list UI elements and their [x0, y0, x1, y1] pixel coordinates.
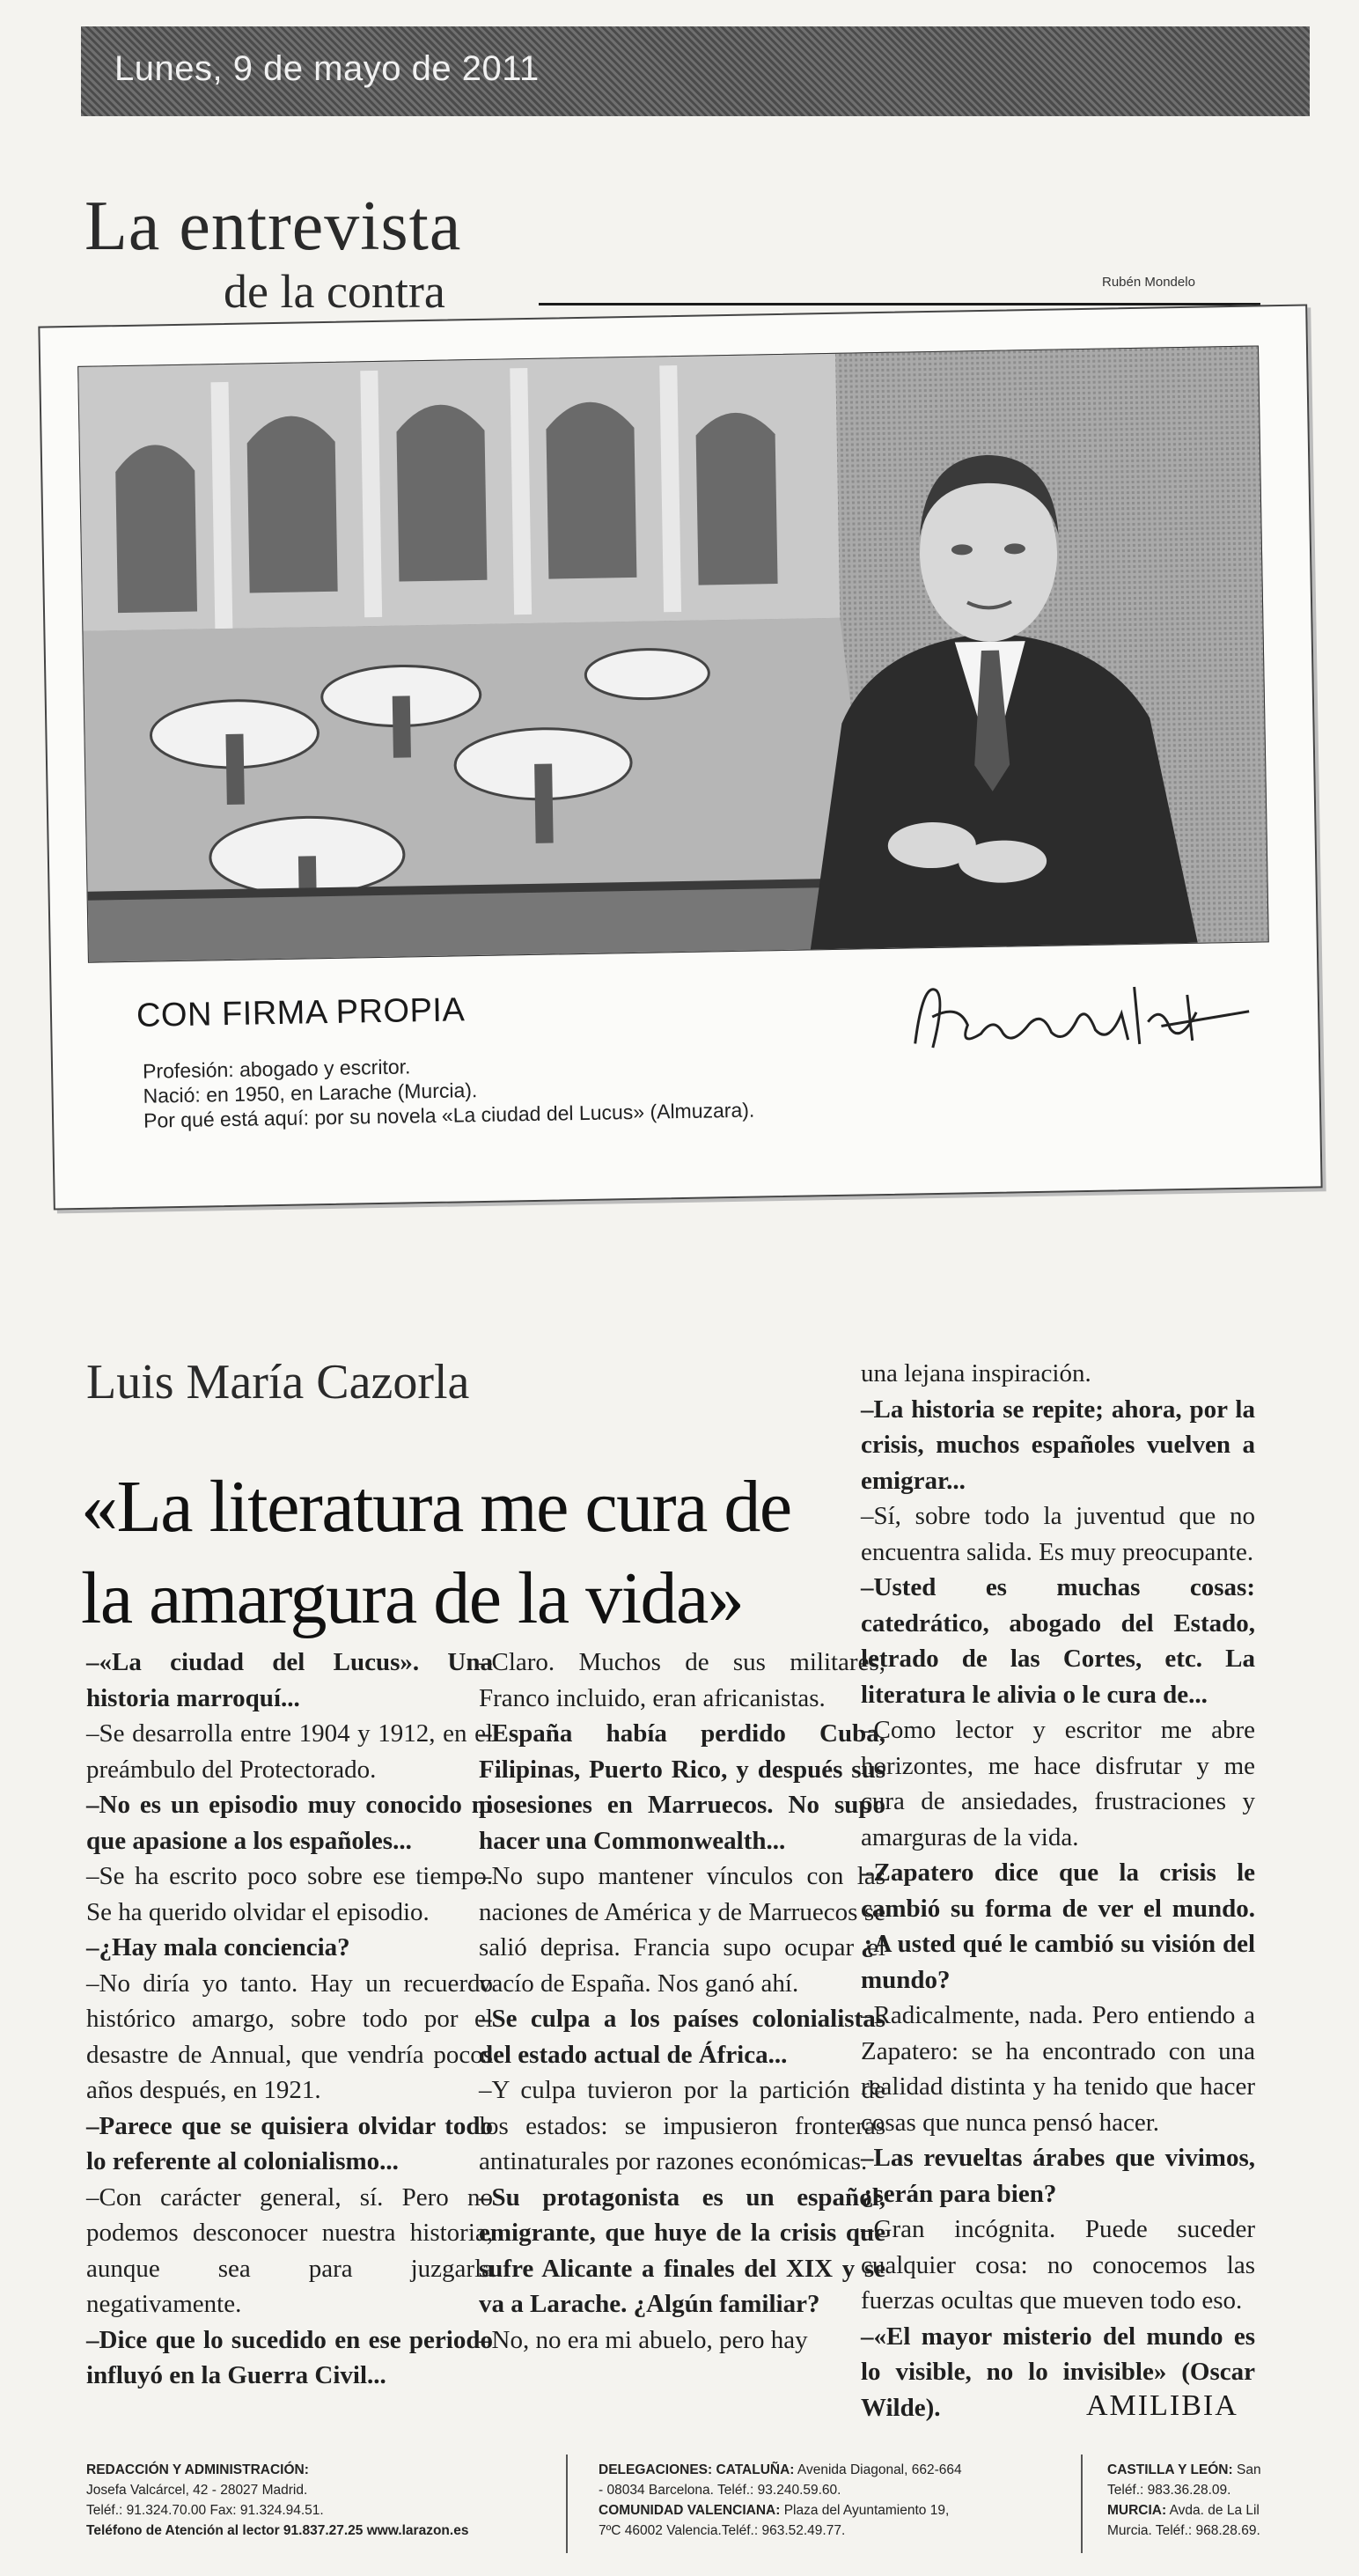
- interview-answer: –Sí, sobre todo la juventud que no encuentra salida. Es muy preocupante.: [861, 1502, 1255, 1566]
- interview-question: –Usted es muchas cosas: catedrático, abogado del Estado, letrado de las Cortes, etc. La literatura le alivia o le cura de...: [861, 1573, 1255, 1709]
- photo-illustration: [78, 346, 1268, 961]
- fact-label: Profesión:: [142, 1057, 234, 1083]
- interview-answer: –Gran incógnita. Puede suceder cualquier cosa: no conocemos las fuerzas ocultas que mueven todo eso.: [861, 2215, 1255, 2315]
- footer-col-editorial: [86, 2460, 468, 2541]
- footer-line: Plaza del Ayuntamiento 19,: [783, 2503, 950, 2518]
- interview-answer: –Se ha escrito poco sobre ese tiempo. Se ha querido olvidar el episodio.: [86, 1862, 493, 1926]
- signature: [896, 958, 1267, 1070]
- footer: [86, 2444, 1336, 2567]
- interview-answer: –Como lector y escritor me abre horizontes, me hace disfrutar y me cura de ansiedades, frustraciones y amarguras de la vida.: [861, 1716, 1255, 1851]
- interview-question: –España había perdido Cuba, Filipinas, Puerto Rico, y después sus posesiones en Marruecos. No supo hacer una Commonwealth...: [479, 1719, 885, 1855]
- footer-line: Avenida Diagonal, 662-664: [797, 2462, 962, 2477]
- footer-heading: MURCIA:: [1107, 2503, 1167, 2518]
- footer-col-regions: [1107, 2460, 1261, 2541]
- footer-divider: [566, 2455, 568, 2553]
- profile-card: [38, 304, 1322, 1210]
- fact-value: en 1950, en Larache (Murcia).: [205, 1078, 478, 1107]
- interview-answer: una lejana inspiración.: [861, 1359, 1091, 1387]
- interview-question: –No es un episodio muy conocido ni que apasione a los españoles...: [86, 1791, 493, 1855]
- issue-date: Lunes, 9 de mayo de 2011: [114, 49, 540, 88]
- interview-question: –Se culpa a los países colonialistas del estado actual de África...: [479, 2005, 885, 2069]
- article-column-2: [479, 1645, 885, 2358]
- footer-line: San: [1236, 2462, 1261, 2477]
- profile-facts: [143, 1049, 755, 1133]
- section-title: La entrevista: [84, 188, 462, 265]
- interview-question: –Parece que se quisiera olvidar todo lo referente al colonialismo...: [86, 2111, 493, 2175]
- footer-line: Teléf.: 983.36.28.09.: [1107, 2483, 1231, 2498]
- interview-question: –Su protagonista es un español, emigrante, que huye de la crisis que sufre Alicante a finales del XIX y se va a Larache. ¿Algún familiar?: [479, 2182, 885, 2318]
- interview-question: –«La ciudad del Lucus». Una historia marroquí...: [86, 1648, 493, 1712]
- section-subtitle: de la contra: [224, 265, 445, 318]
- footer-heading: COMUNIDAD VALENCIANA:: [599, 2503, 781, 2518]
- footer-heading: REDACCIÓN Y ADMINISTRACIÓN:: [86, 2462, 309, 2477]
- interview-answer: –Radicalmente, nada. Pero entiendo a Zapatero: se ha encontrado con una realidad distinta y ha tenido que hacer cosas que nunca pensó hacer.: [861, 2001, 1255, 2137]
- footer-line: - 08034 Barcelona. Teléf.: 93.240.59.60.: [599, 2483, 841, 2498]
- footer-line: Murcia. Teléf.: 968.28.69.: [1107, 2523, 1260, 2538]
- interview-question: –«El mayor misterio del mundo es lo visible, no lo invisible» (Oscar Wilde).: [861, 2322, 1255, 2422]
- article-column-3: [861, 1356, 1255, 2425]
- author-signature: AMILIBIA: [1086, 2389, 1238, 2422]
- fact-label: Nació:: [143, 1083, 202, 1108]
- interviewee-name: Luis María Cazorla: [86, 1355, 470, 1409]
- interview-question: –La historia se repite; ahora, por la crisis, muchos españoles vuelven a emigrar...: [861, 1395, 1255, 1495]
- footer-col-delegations: [599, 2460, 962, 2541]
- footer-line: Avda. de La Lil: [1169, 2503, 1260, 2518]
- interview-answer: –Con carácter general, sí. Pero no podemos desconocer nuestra historia, aunque sea para juzgarla negativamente.: [86, 2182, 493, 2318]
- interview-question: –Zapatero dice que la crisis le cambió su forma de ver el mundo. ¿A usted qué le cambió su visión del mundo?: [861, 1858, 1255, 1994]
- footer-heading: DELEGACIONES: CATALUÑA:: [599, 2462, 795, 2477]
- headline: «La literatura me cura de la amargura de la vida»: [81, 1466, 791, 1640]
- interview-answer: –No supo mantener vínculos con las naciones de América y de Marruecos se salió deprisa. Francia supo ocupar el vacío de España. Nos ganó ahí.: [479, 1862, 885, 1998]
- interview-answer: –Claro. Muchos de sus militares, Franco incluido, eran africanistas.: [479, 1648, 885, 1712]
- interview-question: –Dice que lo sucedido en ese periodo influyó en la Guerra Civil...: [86, 2325, 493, 2389]
- interview-answer: –Y culpa tuvieron por la partición de los estados: se impusieron fronteras antinaturales por razones económicas.: [479, 2076, 885, 2175]
- footer-line: Teléf.: 91.324.70.00 Fax: 91.324.94.51.: [86, 2503, 324, 2518]
- article-column-1: [86, 1645, 493, 2394]
- footer-heading: CASTILLA Y LEÓN:: [1107, 2462, 1233, 2477]
- interview-photo: [77, 345, 1269, 962]
- interview-answer: –Se desarrolla entre 1904 y 1912, en el preámbulo del Protectorado.: [86, 1719, 493, 1784]
- footer-divider: [1081, 2455, 1083, 2553]
- interview-answer: –No diría yo tanto. Hay un recuerdo histórico amargo, sobre todo por el desastre de Annual, que vendría pocos años después, en 1921.: [86, 1969, 493, 2104]
- date-band: [81, 26, 1310, 116]
- fact-value: abogado y escritor.: [239, 1055, 411, 1081]
- interview-question: –¿Hay mala conciencia?: [86, 1933, 350, 1961]
- interview-answer: –No, no era mi abuelo, pero hay: [479, 2325, 808, 2354]
- footer-line: Josefa Valcárcel, 42 - 28027 Madrid.: [86, 2483, 308, 2498]
- interview-question: –Las revueltas árabes que vivimos, ¿serán para bien?: [861, 2144, 1255, 2208]
- section-rule: [539, 303, 1260, 305]
- photo-credit: Rubén Mondelo: [1102, 275, 1195, 290]
- footer-line: 7ºC 46002 Valencia.Teléf.: 963.52.49.77.: [599, 2523, 846, 2538]
- fact-label: Por qué está aquí:: [143, 1106, 310, 1132]
- card-title: CON FIRMA PROPIA: [136, 991, 466, 1034]
- fact-value: por su novela «La ciudad del Lucus» (Almuzara).: [314, 1098, 755, 1130]
- footer-line: Teléfono de Atención al lector 91.837.27.25 www.larazon.es: [86, 2523, 469, 2538]
